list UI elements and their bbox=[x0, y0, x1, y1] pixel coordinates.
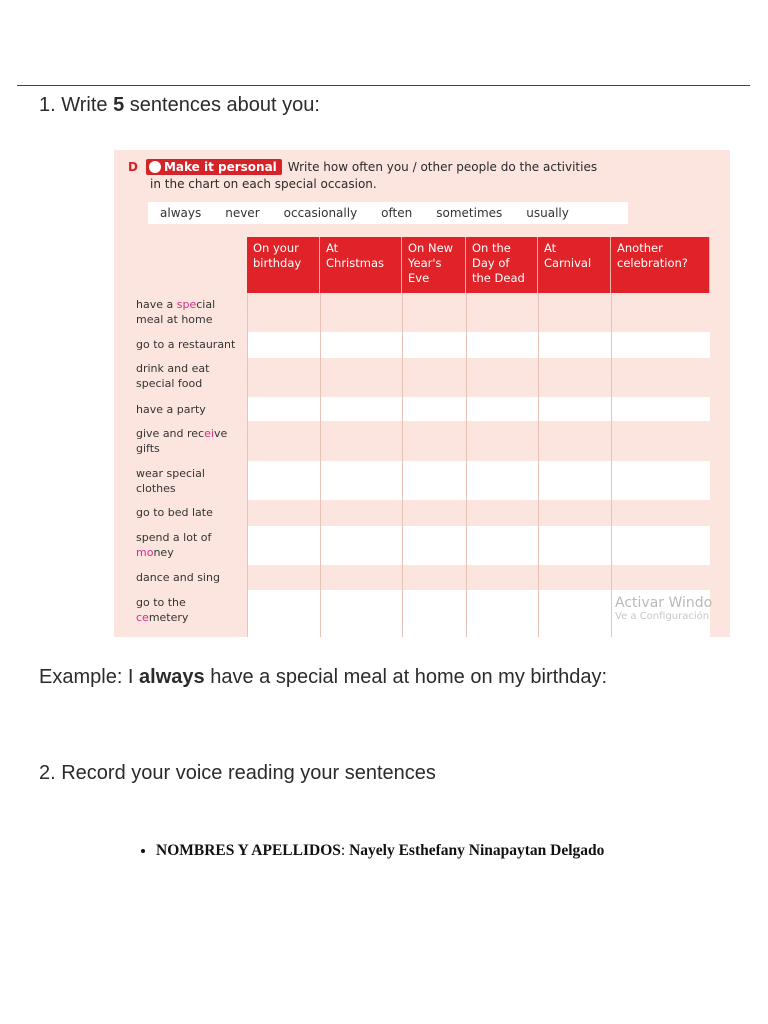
textbook-exercise-image bbox=[114, 150, 730, 637]
exercise-letter: D bbox=[128, 160, 138, 174]
column-header: On the Day of the Dead bbox=[466, 237, 538, 293]
grid-line bbox=[402, 293, 403, 637]
exercise-instruction: Write how often you / other people do the activities bbox=[287, 160, 598, 174]
row-label: give and receive gifts bbox=[136, 427, 228, 455]
table-row bbox=[247, 397, 710, 421]
badge-icon bbox=[149, 161, 161, 173]
grid-line bbox=[466, 293, 467, 637]
exercise-header bbox=[128, 159, 597, 175]
row-label: wear special clothes bbox=[136, 467, 205, 495]
row-label: go to the cemetery bbox=[136, 596, 189, 624]
frequency-word: occasionally bbox=[283, 206, 358, 220]
activate-windows-watermark: Activar Windo Ve a Configuración bbox=[615, 595, 713, 622]
column-header: Another celebration? bbox=[611, 237, 710, 293]
frequency-word: always bbox=[160, 206, 202, 220]
row-label: have a party bbox=[136, 403, 206, 416]
exercise-instruction-line2: in the chart on each special occasion. bbox=[150, 177, 377, 191]
frequency-word: often bbox=[381, 206, 413, 220]
row-label: drink and eat special food bbox=[136, 362, 210, 390]
grid-line bbox=[247, 293, 248, 637]
example-sentence: Example: I always have a special meal at home on my birthday: bbox=[39, 666, 608, 688]
frequency-word: usually bbox=[526, 206, 569, 220]
table-row bbox=[247, 461, 710, 500]
student-name-list bbox=[134, 840, 654, 861]
table-row bbox=[247, 332, 710, 358]
top-divider bbox=[17, 85, 750, 86]
grid-line bbox=[538, 293, 539, 637]
grid-line bbox=[320, 293, 321, 637]
table-row bbox=[247, 526, 710, 565]
task-1-heading: 1. Write 5 sentences about you: bbox=[39, 94, 320, 116]
frequency-word: sometimes bbox=[436, 206, 503, 220]
row-label: spend a lot of money bbox=[136, 531, 212, 559]
task-2-heading: 2. Record your voice reading your sentences bbox=[39, 762, 436, 784]
grid-line bbox=[611, 293, 612, 637]
student-name: Nayely Esthefany Ninapaytan Delgado bbox=[345, 842, 605, 859]
student-name-item: • NOMBRES Y APELLIDOS: Nayely Esthefany Ninapaytan Delgado bbox=[156, 840, 654, 861]
frequency-word: never bbox=[225, 206, 260, 220]
row-label: go to a restaurant bbox=[136, 338, 236, 351]
row-label: go to bed late bbox=[136, 506, 213, 519]
column-header: On New Year's Eve bbox=[402, 237, 466, 293]
row-label: have a special meal at home bbox=[136, 298, 216, 326]
column-header: At Carnival bbox=[538, 237, 611, 293]
column-header: At Christmas bbox=[320, 237, 402, 293]
row-label: dance and sing bbox=[136, 571, 220, 584]
make-it-personal-badge: Make it personal bbox=[146, 159, 282, 175]
column-header: On your birthday bbox=[247, 237, 320, 293]
names-label: NOMBRES Y APELLIDOS bbox=[156, 842, 341, 859]
frequency-word-box bbox=[148, 202, 628, 224]
